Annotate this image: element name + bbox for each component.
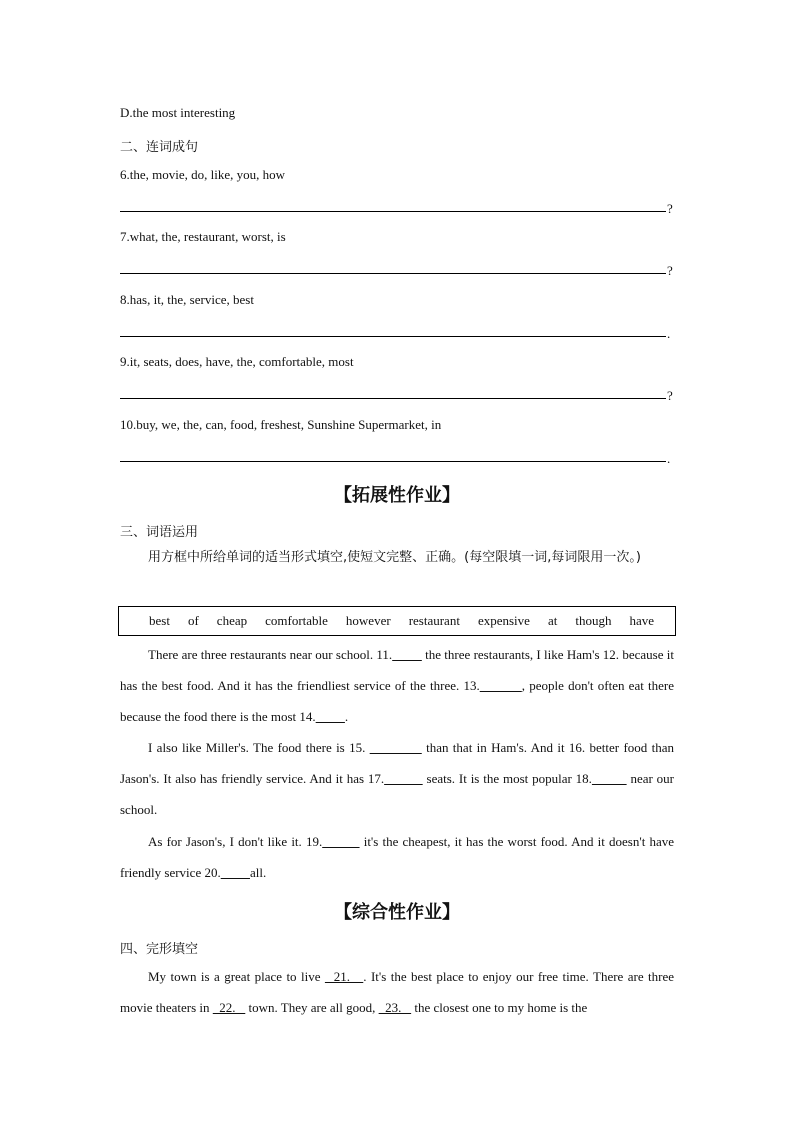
word-bank-item: however bbox=[345, 613, 391, 628]
question-10-prompt: 10.buy, we, the, can, food, freshest, Sunshine Supermarket, in bbox=[120, 417, 442, 432]
cloze-text: . It's the best place to enjoy our free time. There are three movie theaters in bbox=[120, 969, 675, 1015]
extension-homework-title: 【拓展性作业】 bbox=[334, 485, 460, 506]
passage-text: it's the cheapest, it has the worst food. And it doesn't have friendly service 20. bbox=[120, 834, 674, 880]
word-bank-item: comfortable bbox=[265, 613, 328, 628]
word-bank-item: best bbox=[149, 613, 170, 628]
blank-17[interactable] bbox=[384, 771, 423, 786]
comprehensive-homework-title: 【综合性作业】 bbox=[334, 902, 460, 923]
word-bank-item: though bbox=[575, 613, 612, 628]
passage-text: near our school. bbox=[120, 771, 675, 817]
passage-text: the three restaurants, I like Ham's 12. bbox=[421, 647, 620, 662]
option-d: D.the most interesting bbox=[120, 105, 236, 120]
question-7-end-mark: ? bbox=[667, 263, 673, 278]
question-8-end-mark: . bbox=[667, 326, 671, 341]
word-bank-item: at bbox=[547, 613, 558, 628]
question-9-end-mark: ? bbox=[667, 388, 673, 403]
cloze-blank-23[interactable]: 23. bbox=[378, 1000, 412, 1015]
cloze-text: the closest one to my home is the bbox=[411, 1000, 588, 1015]
passage-text: than that in Ham's. And it 16. better food than Jason's. It also has friendly service. And it has 17. bbox=[120, 740, 674, 786]
word-bank-item: have bbox=[629, 613, 654, 628]
cloze-text: town. They are all good, bbox=[245, 1000, 379, 1015]
blank-20[interactable] bbox=[221, 865, 250, 880]
passage-text: I also like Miller's. The food there is 15. bbox=[148, 740, 370, 755]
word-bank-item: expensive bbox=[477, 613, 530, 628]
question-9-prompt: 9.it, seats, does, have, the, comfortable, most bbox=[120, 354, 354, 369]
blank-18[interactable] bbox=[592, 771, 627, 786]
question-8-prompt: 8.has, it, the, service, best bbox=[120, 292, 254, 307]
passage-text: because it has the best food. And it has the friendliest service of the three. 13. bbox=[120, 647, 674, 693]
question-6-end-mark: ? bbox=[667, 201, 673, 216]
question-6-prompt: 6.the, movie, do, like, you, how bbox=[120, 167, 286, 182]
section3-heading: 三、词语运用 bbox=[120, 525, 199, 540]
question-7-prompt: 7.what, the, restaurant, worst, is bbox=[120, 229, 286, 244]
passage-text: seats. It is the most popular 18. bbox=[422, 771, 592, 786]
passage-paragraph-2 bbox=[120, 732, 674, 825]
cloze-text: My town is a great place to live bbox=[148, 969, 325, 984]
blank-15[interactable] bbox=[370, 740, 422, 755]
blank-13[interactable] bbox=[480, 678, 522, 693]
passage-paragraph-3 bbox=[120, 826, 674, 888]
passage-text: all. bbox=[249, 865, 267, 880]
word-bank-item: cheap bbox=[216, 613, 248, 628]
passage-text: , people don't often eat there because the food there is the most 14. bbox=[120, 678, 675, 724]
cloze-paragraph bbox=[120, 961, 674, 1023]
word-bank-item: restaurant bbox=[408, 613, 460, 628]
passage-text: As for Jason's, I don't like it. 19. bbox=[148, 834, 323, 849]
section4-heading: 四、完形填空 bbox=[120, 942, 199, 957]
cloze-blank-21[interactable]: 21. bbox=[324, 969, 364, 984]
blank-11[interactable] bbox=[392, 647, 422, 662]
section3-instruction-text: 用方框中所给单词的适当形式填空,使短文完整、正确。(每空限填一词,每词限用一次。) bbox=[148, 550, 641, 565]
passage-paragraph-1 bbox=[120, 639, 674, 732]
passage-text: There are three restaurants near our school. 11. bbox=[148, 647, 393, 662]
section2-heading: 二、连词成句 bbox=[120, 140, 199, 155]
cloze-blank-22[interactable]: 22. bbox=[212, 1000, 246, 1015]
section3-instruction bbox=[120, 543, 674, 573]
word-bank-box bbox=[118, 606, 676, 636]
question-10-end-mark: . bbox=[667, 451, 671, 466]
word-bank-item: of bbox=[187, 613, 199, 628]
passage-text: . bbox=[344, 709, 349, 724]
blank-19[interactable] bbox=[322, 834, 359, 849]
blank-14[interactable] bbox=[316, 709, 345, 724]
